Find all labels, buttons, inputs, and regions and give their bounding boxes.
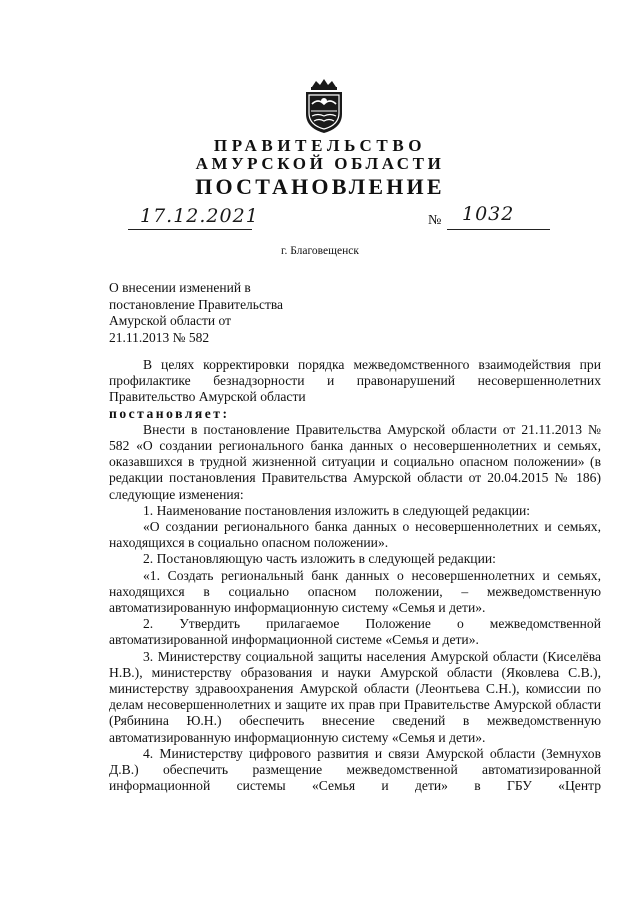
new-item-2-paragraph: 2. Утвердить прилагаемое Положение о межведомственной автоматизированной информационной системе «Семья и дети». xyxy=(109,616,601,648)
subject-line: постановление Правительства xyxy=(109,296,284,312)
subject-line: 21.11.2013 № 582 xyxy=(109,329,210,345)
city-label: г. Благовещенск xyxy=(281,245,359,257)
decree-number: 1032 xyxy=(462,203,515,225)
government-title-line1: ПРАВИТЕЛЬСТВО xyxy=(213,136,427,155)
new-item-4-paragraph: 4. Министерству цифрового развития и связи Амурской области (Земнухов Д.В.) обеспечить размещение межведомственной автоматизированной информационной системы «Семья и дети» в ГБУ «Центр xyxy=(109,745,601,794)
date-underline xyxy=(128,229,252,230)
document-type-title: ПОСТАНОВЛЕНИЕ xyxy=(195,174,445,199)
coat-of-arms-emblem xyxy=(302,78,346,134)
number-sign: № xyxy=(428,213,442,228)
number-underline xyxy=(447,229,550,230)
new-item-3-paragraph: 3. Министерству социальной защиты населения Амурской области (Киселёва Н.В.), министерству образования и науки Амурской области (Яковлева С.В.), министерству здравоохранения Амурской области (Леонтьева С.Н.), комиссии по делам несовершеннолетних и защите их прав при Правительстве Амурской области (Рябинина Ю.Н.) обеспечить внесение сведений в межведомственную автоматизированную информационную систему «Семья и дети». xyxy=(109,648,601,745)
new-item-1-paragraph: «1. Создать региональный банк данных о несовершеннолетних и семьях, находящихся в социально опасном положении, – межведомственную автоматизированную информационную систему «Семья и дети». xyxy=(109,567,601,616)
subject-line: Амурской области от xyxy=(109,313,231,328)
item-1-quote-paragraph: «О создании регионального банка данных о несовершеннолетних и семьях, находящихся в социально опасном положении». xyxy=(109,519,601,551)
item-2-paragraph: 2. Постановляющую часть изложить в следующей редакции: xyxy=(143,551,496,567)
document-body xyxy=(109,357,601,794)
preamble-paragraph: В целях корректировки порядка межведомственного взаимодействия при профилактике безнадзорности и правонарушений несовершеннолетних Правительство Амурской области xyxy=(109,357,601,405)
subject-line: О внесении изменений в xyxy=(109,280,251,295)
government-title-line2: АМУРСКОЙ ОБЛАСТИ xyxy=(195,154,445,173)
item-1-paragraph: 1. Наименование постановления изложить в следующей редакции: xyxy=(143,502,531,518)
intro-paragraph: Внести в постановление Правительства Амурской области от 21.11.2013 № 582 «О создании регионального банка данных о несовершеннолетних и семьях, оказавшихся в трудной жизненной ситуации и социально опасном положении» (в редакции постановления Правительства Амурской области от 20.04.2015 № 186) следующие изменения: xyxy=(109,421,601,502)
decree-date: 17.12.2021 xyxy=(140,205,259,227)
resolves-heading: постановляет: xyxy=(109,405,230,421)
subject-block xyxy=(109,280,283,346)
